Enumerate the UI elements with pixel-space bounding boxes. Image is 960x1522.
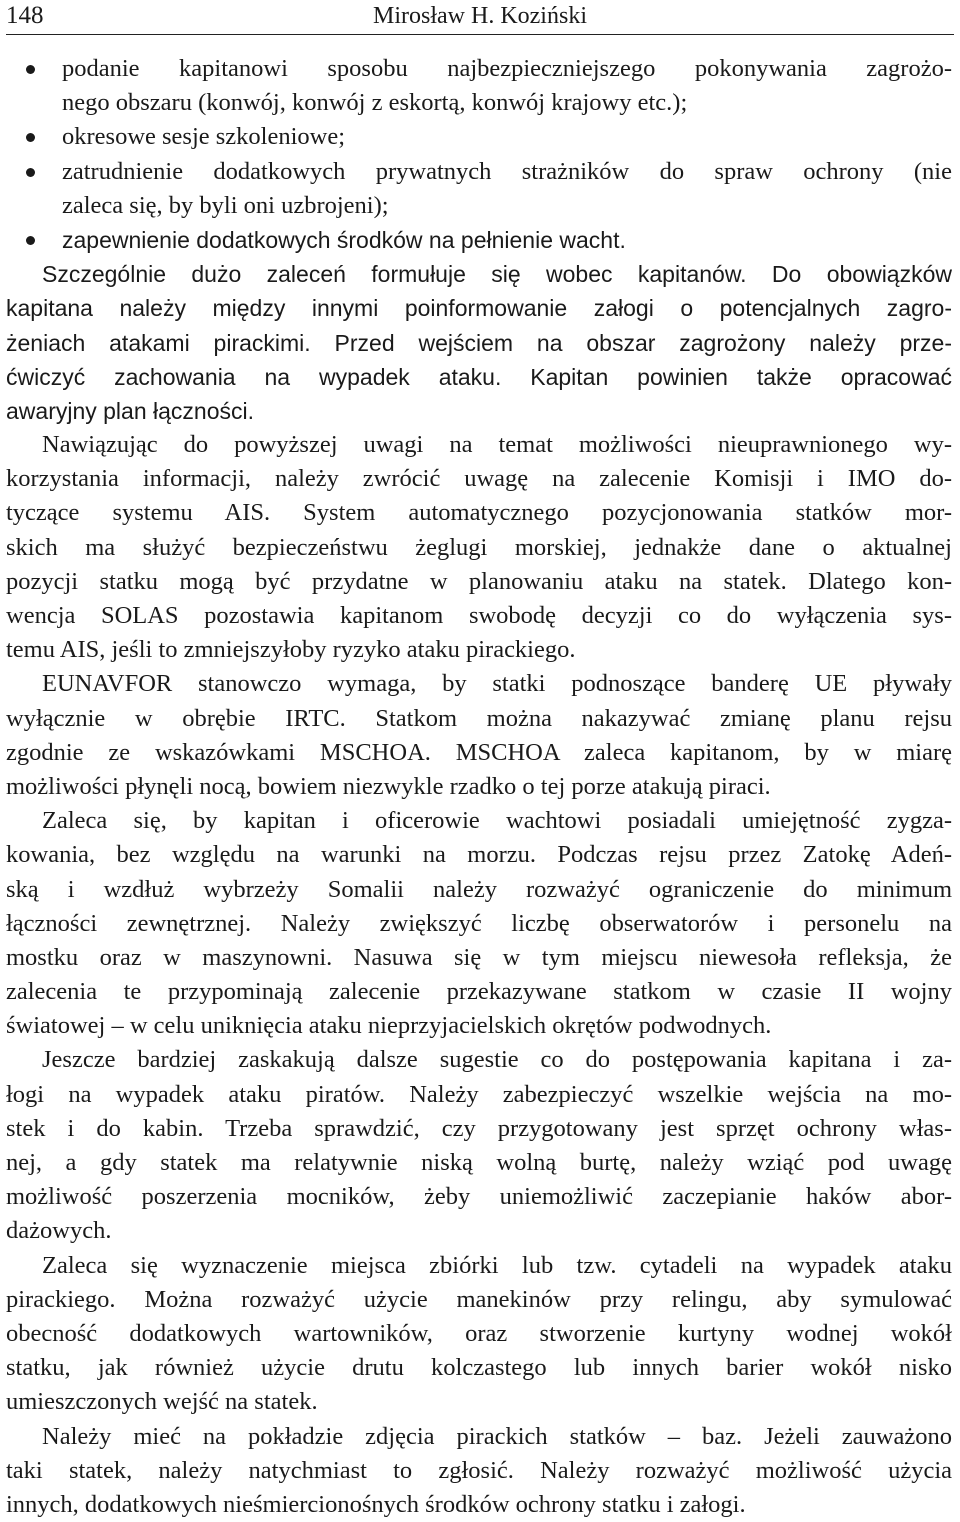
line-text: podanie kapitanowi sposobu najbezpieczniejszego pokonywania zagrożo- — [62, 55, 952, 82]
line-text: tyczące systemu AIS. System automatycznego pozycjonowania statków mor- — [6, 499, 952, 527]
line-text: nej, a gdy statek ma relatywnie niską wolną burtę, należy wziąć pod uwagę — [6, 1149, 952, 1176]
bullet-item-line — [6, 120, 952, 154]
bullet-item-line — [6, 155, 952, 189]
text-line — [6, 1317, 952, 1351]
line-text: Zaleca się, by kapitan i oficerowie wachtowi posiadali umiejętność zygza- — [42, 807, 952, 835]
line-text: zaleca się, by byli oni uzbrojeni); — [62, 191, 389, 219]
line-text: Jeszcze bardziej zaskakują dalsze sugestie co do postępowania kapitana i za- — [42, 1046, 952, 1074]
text-line — [6, 1351, 952, 1385]
line-text: zapewnienie dodatkowych środków na pełnienie wacht. — [62, 226, 626, 253]
line-text: pozycji statku mogą być przydatne w planowaniu ataku na statek. Dlatego kon- — [6, 567, 952, 595]
text-line — [6, 1385, 952, 1419]
bullet-item-line — [6, 223, 952, 257]
text-line — [6, 873, 952, 907]
bullet-icon — [26, 168, 35, 177]
line-text: możliwość poszerzenia mocników, żeby uniemożliwić zaczepianie haków abor- — [6, 1183, 952, 1211]
line-text: umieszczonych wejść na statek. — [6, 1388, 318, 1416]
text-line — [6, 496, 952, 530]
line-text: łogi na wypadek ataku piratów. Należy zabezpieczyć wszelkie wejścia na mo- — [6, 1080, 952, 1108]
text-line — [6, 1420, 952, 1454]
line-text: Zaleca się wyznaczenie miejsca zbiórki lub tzw. cytadeli na wypadek ataku — [42, 1251, 952, 1279]
line-text: zatrudnienie dodatkowych prywatnych strażników do spraw ochrony (nie — [62, 157, 952, 185]
line-text: zgodnie ze wskazówkami MSCHOA. MSCHOA zaleca kapitanom, by w miarę — [6, 738, 952, 766]
text-line — [6, 565, 952, 599]
bullet-icon — [26, 236, 35, 245]
text-line — [6, 291, 952, 325]
text-line — [6, 1283, 952, 1317]
text-line — [6, 1146, 952, 1180]
line-text: statku, jak również użycie drutu kolczastego lub innych barier wokół nisko — [6, 1354, 952, 1382]
text-line — [6, 189, 952, 223]
text-line — [6, 257, 952, 291]
text-line — [6, 1180, 952, 1214]
line-text: żeniach atakami pirackimi. Przed wejściem na obszar zagrożony należy prze- — [6, 329, 952, 356]
line-text: awaryjny plan łączności. — [6, 397, 255, 424]
text-line — [6, 907, 952, 941]
line-text: taki statek, należy natychmiast to zgłosić. Należy rozważyć możliwość użycia — [6, 1456, 952, 1484]
line-text: nego obszaru (konwój, konwój z eskortą, konwój krajowy etc.); — [62, 89, 688, 117]
text-line — [6, 838, 952, 872]
line-text: dażowych. — [6, 1217, 112, 1245]
text-line — [6, 1112, 952, 1146]
line-text: zalecenia te przypominają zalecenie przekazywane statkom w czasie II wojny — [6, 978, 952, 1006]
text-line — [6, 326, 952, 360]
line-text: stek i do kabin. Trzeba sprawdzić, czy przygotowany jest sprzęt ochrony włas- — [6, 1114, 952, 1142]
text-line — [6, 360, 952, 394]
text-line — [6, 633, 952, 667]
line-text: ską i wzdłuż wybrzeży Somalii należy rozważyć ograniczenie do minimum — [6, 875, 952, 903]
page-body — [6, 52, 952, 1522]
line-text: wyłącznie w obrębie IRTC. Statkom można nakazywać zmianę planu rejsu — [6, 704, 952, 732]
line-text: Należy mieć na pokładzie zdjęcia pirackich statków – baz. Jeżeli zauważono — [42, 1422, 952, 1450]
text-line — [6, 1009, 952, 1043]
line-text: Szczególnie dużo zaleceń formułuje się wobec kapitanów. Do obowiązków — [42, 261, 952, 288]
text-line — [6, 1043, 952, 1077]
line-text: temu AIS, jeśli to zmniejszyłoby ryzyko ataku pirackiego. — [6, 636, 576, 664]
text-line — [6, 770, 952, 804]
text-line — [6, 804, 952, 838]
text-line — [6, 1454, 952, 1488]
line-text: kowania, bez względu na warunki na morzu. Podczas rejsu przez Zatokę Adeń- — [6, 841, 952, 869]
text-line — [6, 975, 952, 1009]
line-text: wencja SOLAS pozostawia kapitanom swobodę decyzji co do wyłączenia sys- — [6, 602, 952, 629]
text-line — [6, 428, 952, 462]
text-line — [6, 667, 952, 701]
text-line — [6, 736, 952, 770]
line-text: możliwości płynęli nocą, bowiem niezwykle rzadko o tej porze atakują piraci. — [6, 772, 771, 800]
bullet-icon — [26, 133, 35, 142]
line-text: łączności zewnętrznej. Należy zwiększyć liczbę obserwatorów i personelu na — [6, 909, 952, 937]
line-text: obecność dodatkowych wartowników, oraz stworzenie kurtyny wodnej wokół — [6, 1319, 952, 1347]
text-line — [6, 1214, 952, 1248]
text-line — [6, 462, 952, 496]
page-header — [6, 2, 954, 35]
text-line — [6, 394, 952, 428]
line-text: EUNAVFOR stanowczo wymaga, by statki podnoszące banderę UE pływały — [42, 670, 952, 698]
text-line — [6, 531, 952, 565]
text-line — [6, 702, 952, 736]
text-line — [6, 1078, 952, 1112]
text-line — [6, 1249, 952, 1283]
line-text: mostku oraz w maszynowni. Nasuwa się w tym miejscu niewesoła refleksja, że — [6, 943, 952, 971]
text-line — [6, 599, 952, 633]
bullet-item-line — [6, 52, 952, 86]
running-head: Mirosław H. Koziński — [373, 3, 587, 29]
line-text: ćwiczyć zachowania na wypadek ataku. Kapitan powinien także opracować — [6, 363, 952, 390]
line-text: kapitana należy między innymi poinformowanie załogi o potencjalnych zagro- — [6, 295, 952, 322]
line-text: światowej – w celu uniknięcia ataku nieprzyjacielskich okrętów podwodnych. — [6, 1012, 772, 1040]
text-line — [6, 1488, 952, 1522]
page-number: 148 — [6, 2, 44, 29]
line-text: innych, dodatkowych nieśmiercionośnych środków ochrony statku i załogi. — [6, 1490, 746, 1518]
line-text: Nawiązując do powyższej uwagi na temat możliwości nieuprawnionego wy- — [42, 431, 952, 459]
line-text: skich ma służyć bezpieczeństwu żeglugi morskiej, jednakże dane o aktualnej — [6, 533, 952, 561]
line-text: okresowe sesje szkoleniowe; — [62, 123, 346, 151]
line-text: pirackiego. Można rozważyć użycie manekinów przy relingu, aby symulować — [6, 1285, 952, 1313]
bullet-icon — [26, 65, 35, 74]
text-line — [6, 86, 952, 120]
text-line — [6, 941, 952, 975]
line-text: korzystania informacji, należy zwrócić uwagę na zalecenie Komisji i IMO do- — [6, 465, 952, 493]
